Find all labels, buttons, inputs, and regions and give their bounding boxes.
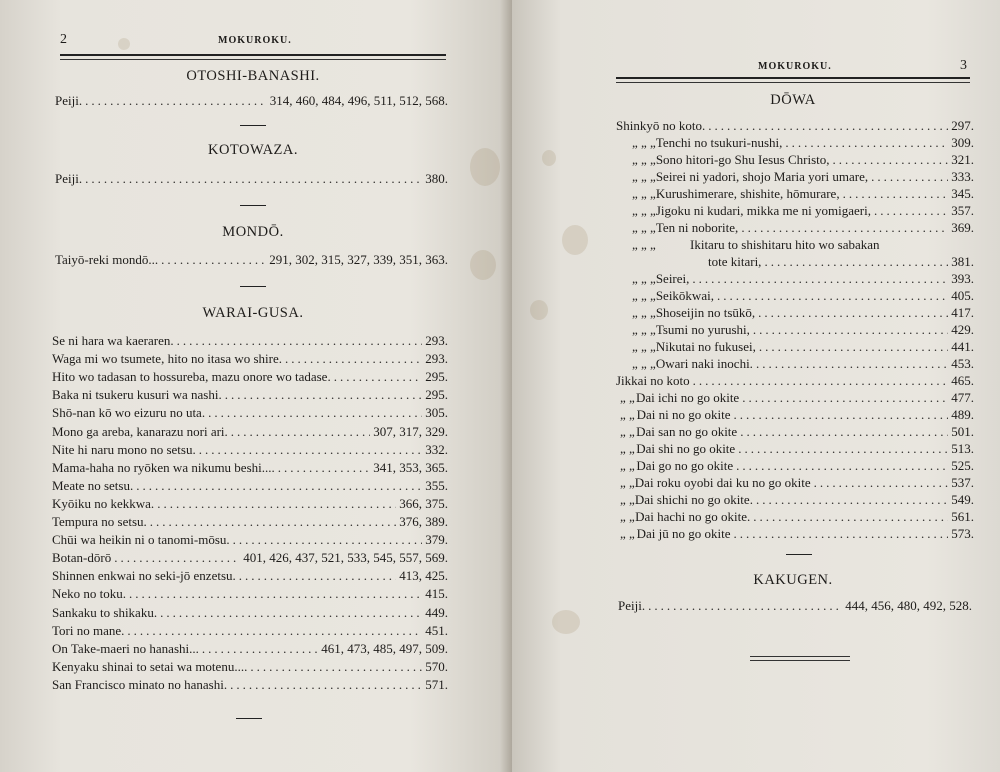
entry-pages: 321. [951, 152, 974, 167]
dot-leader [756, 356, 948, 372]
dot-leader [136, 478, 422, 494]
header-rule [616, 77, 970, 79]
paper-stain [552, 610, 580, 634]
entry-label: Dai go no go okite [636, 458, 734, 473]
dot-leader [742, 390, 948, 406]
dot-leader [693, 373, 949, 389]
paper-stain [530, 300, 548, 320]
entry-label: Tempura no setsu. [52, 514, 147, 529]
entry-label: Dai roku oyobi dai ku no go okite [634, 475, 811, 490]
entry-pages: 461, 473, 485, 497, 509. [321, 640, 448, 656]
entry-pages: 525. [951, 458, 974, 473]
entry-label: Tori no mane. [52, 622, 125, 638]
toc-entry [618, 598, 972, 615]
section-title-kakugen: KAKUGEN. [753, 572, 833, 588]
dot-leader [202, 641, 318, 657]
entry-label: Seirei, [655, 271, 690, 286]
dot-leader [157, 496, 396, 512]
dot-leader [758, 305, 948, 321]
paper-stain [562, 225, 588, 255]
entry-pages: 305. [425, 405, 448, 421]
toc-entry [52, 333, 448, 350]
ditto-marks: „ „ „ [632, 339, 656, 354]
entry-pages: 405. [951, 288, 974, 303]
running-header: MOKUROKU. [758, 61, 832, 72]
entry-label: Peiji. [618, 598, 646, 613]
toc-entry [616, 339, 974, 356]
entry-pages: 429. [951, 322, 974, 337]
dot-leader [127, 623, 422, 639]
page-number: 2 [60, 32, 67, 47]
entry-label: Baka ni tsukeru kusuri wa nashi. [52, 387, 222, 403]
dot-leader [692, 271, 948, 287]
dot-leader [334, 369, 423, 385]
toc-entry [52, 387, 448, 404]
entry-pages: 357. [951, 203, 974, 218]
toc-entry [52, 478, 448, 495]
entry-label: Dai ni no go okite [636, 407, 731, 422]
dot-leader [199, 442, 423, 458]
entry-pages: 380. [425, 171, 448, 186]
entry-pages: 369. [951, 220, 974, 235]
toc-entry [52, 568, 448, 585]
toc-entry [52, 424, 448, 441]
entry-label: Dai ichi no go okite [635, 390, 740, 405]
entry-label: Nikutai no fukusei, [655, 339, 756, 354]
ditto-marks: „ „ „ [632, 203, 656, 218]
entry-label: Chūi wa heikin ni o tanomi-mōsu. [52, 532, 230, 548]
entry-label: Shinkyō no koto. [616, 118, 706, 133]
entry-pages: 345. [951, 186, 974, 201]
entry-pages: 333. [951, 169, 974, 184]
entry-label: Se ni hara wa kaeraren. [52, 333, 174, 348]
dot-leader [717, 288, 948, 304]
entry-label: Tsumi no yurushi, [655, 322, 750, 337]
entry-pages: 291, 302, 315, 327, 339, 351, 363. [269, 252, 448, 267]
entry-label: Kurushimerare, shishite, hōmurare, [655, 186, 840, 201]
section-divider [236, 718, 262, 719]
dot-leader [843, 186, 949, 202]
entry-pages: 309. [951, 135, 974, 150]
entry-label: Tenchi no tsukuri-nushi, [655, 135, 783, 150]
entry-pages: 379. [425, 532, 448, 548]
entry-pages: 570. [425, 658, 448, 674]
dot-leader [85, 171, 422, 187]
ditto-marks: „ „ [620, 492, 635, 507]
dot-leader [708, 118, 948, 134]
toc-entry [616, 509, 974, 526]
page-number: 3 [960, 58, 967, 73]
ditto-marks: „ „ [620, 475, 635, 490]
entry-pages: 366, 375. [399, 495, 448, 511]
dot-leader [874, 203, 948, 219]
paper-stain [470, 148, 500, 186]
toc-entry [616, 407, 974, 424]
toc-entry [616, 118, 974, 135]
entry-label: Hito wo tadasan to hossureba, mazu onore wo tadase. [52, 369, 331, 385]
entry-pages: 297. [951, 118, 974, 133]
ditto-marks: „ „ [620, 509, 635, 524]
toc-entry [616, 458, 974, 475]
entry-pages: 376, 389. [399, 514, 448, 529]
toc-entry [616, 152, 974, 169]
entry-label: Dai shi no go okite [636, 441, 736, 456]
section-title-warai-gusa: WARAI-GUSA. [202, 305, 304, 321]
toc-entry [52, 641, 448, 658]
dot-leader [648, 598, 842, 614]
toc-entry [55, 171, 448, 188]
entry-pages: 401, 426, 437, 521, 533, 545, 557, 569. [243, 550, 448, 566]
entry-label: Mono ga areba, kanarazu nori ari. [52, 423, 228, 439]
entry-label: Peiji. [55, 171, 83, 186]
entry-pages: 295. [425, 369, 448, 385]
ditto-marks: „ „ „ [632, 356, 656, 371]
entry-pages: 314, 460, 484, 496, 511, 512, 568. [269, 93, 448, 108]
header-rule [60, 54, 446, 56]
entry-pages: 293. [425, 333, 448, 348]
section-divider [786, 554, 812, 555]
dot-leader [85, 93, 267, 109]
entry-pages: 451. [425, 622, 448, 638]
toc-entry [616, 186, 974, 203]
section-divider [240, 286, 266, 287]
entry-label: Botan-dōrō [52, 550, 112, 566]
entry-pages: 571. [425, 676, 448, 692]
entry-label: Neko no toku. [52, 586, 127, 602]
entry-label: Dai shichi no go okite. [634, 492, 753, 507]
running-header: MOKUROKU. [218, 35, 292, 46]
dot-leader [740, 424, 948, 440]
entry-pages: 307, 317, 329. [373, 423, 448, 439]
ditto-marks: „ „ [620, 526, 635, 541]
entry-pages: 561. [951, 509, 974, 524]
entry-label: Mama-haha no ryōken wa nikumu beshi.... [52, 459, 275, 475]
entry-pages: 453. [951, 356, 974, 371]
dot-leader [208, 405, 422, 421]
entry-label: Seirei ni yadori, shojo Maria yori umare, [655, 169, 869, 184]
ditto-marks: „ „ „ [632, 152, 656, 167]
toc-entry [52, 351, 448, 368]
entry-label: tote kitari, [708, 254, 762, 269]
ditto-marks: „ „ „ [632, 271, 656, 286]
toc-entry [616, 356, 974, 373]
ditto-marks: „ „ „ [632, 322, 656, 337]
entry-label: Shinnen enkwai no seki-jō enzetsu. [52, 568, 236, 584]
dot-leader [833, 152, 949, 168]
entry-pages: 355. [425, 477, 448, 493]
entry-label: Nite hi naru mono no setsu. [52, 441, 196, 457]
dot-leader [741, 220, 948, 236]
entry-pages: 573. [951, 526, 974, 541]
dot-leader [161, 252, 266, 268]
paper-stain [118, 38, 130, 50]
entry-label: Meate no setsu. [52, 477, 134, 493]
dot-leader [753, 509, 948, 525]
entry-label: Dai san no go okite [636, 424, 738, 439]
toc-entry [616, 237, 974, 254]
dot-leader [114, 550, 240, 566]
section-title-dowa: DŌWA [770, 92, 816, 108]
dot-leader [233, 532, 423, 548]
entry-pages: 489. [951, 407, 974, 422]
entry-label: Seikōkwai, [655, 288, 714, 303]
toc-entry [616, 288, 974, 305]
entry-label: Shō-nan kō wo eizuru no uta. [52, 405, 206, 421]
entry-label: Dai hachi no go okite. [635, 509, 751, 524]
dot-leader [759, 339, 948, 355]
dot-leader [285, 351, 422, 367]
entry-label: Ikitaru to shishitaru hito wo sabakan [690, 237, 880, 252]
dot-leader [160, 605, 422, 621]
ditto-marks: „ „ [620, 390, 635, 405]
entry-label: Taiyō-reki mondō... [55, 252, 159, 267]
dot-leader [250, 659, 422, 675]
ditto-marks: „ „ [620, 441, 635, 456]
toc-entry [52, 586, 448, 603]
entry-label: Kenyaku shinai to setai wa motenu.... [52, 658, 248, 674]
toc-entry [616, 424, 974, 441]
dot-leader [814, 475, 949, 491]
dot-leader [756, 492, 948, 508]
dot-leader [734, 407, 949, 423]
toc-entry [52, 460, 448, 477]
ditto-marks: „ „ „ [632, 237, 656, 252]
entry-label: Sankaku to shikaku. [52, 604, 158, 620]
toc-entry [52, 659, 448, 676]
ditto-marks: „ „ „ [632, 169, 656, 184]
toc-entry [52, 369, 448, 386]
entry-label: Waga mi wo tsumete, hito no itasa wo shire. [52, 351, 283, 367]
dot-leader [764, 254, 948, 270]
dot-leader [753, 322, 948, 338]
entry-pages: 549. [951, 492, 974, 507]
paper-stain [542, 150, 556, 166]
entry-label: On Take-maeri no hanashi... [52, 640, 199, 656]
entry-pages: 381. [951, 254, 974, 269]
dot-leader [231, 424, 370, 440]
ditto-marks: „ „ „ [632, 288, 656, 303]
entry-label: Jigoku ni kudari, mikka me ni yomigaeri, [655, 203, 871, 218]
ditto-marks: „ „ „ [632, 305, 656, 320]
entry-pages: 501. [951, 424, 974, 439]
end-rule [750, 660, 850, 661]
right-page [512, 0, 1000, 772]
entry-pages: 441. [951, 339, 974, 354]
dot-leader [230, 677, 422, 693]
toc-entry [616, 492, 974, 509]
toc-entry [616, 526, 974, 543]
ditto-marks: „ „ „ [632, 135, 656, 150]
entry-pages: 444, 456, 480, 492, 528. [845, 598, 972, 613]
entry-label: Ten ni noborite, [655, 220, 739, 235]
dot-leader [738, 441, 948, 457]
header-rule-thin [616, 82, 970, 83]
dot-leader [278, 460, 370, 476]
entry-label: Kyōiku no kekkwa. [52, 495, 155, 511]
entry-pages: 413, 425. [399, 568, 448, 584]
dot-leader [239, 568, 396, 584]
entry-label: San Francisco minato no hanashi. [52, 676, 228, 692]
entry-pages: 341, 353, 365. [373, 459, 448, 475]
ditto-marks: „ „ [620, 407, 635, 422]
toc-entry [616, 322, 974, 339]
entry-pages: 293. [425, 351, 448, 367]
toc-entry [52, 442, 448, 459]
entry-label: Shoseijin no tsūkō, [655, 305, 756, 320]
toc-entry [52, 623, 448, 640]
dot-leader [129, 586, 422, 602]
entry-label: Jikkai no koto [616, 373, 690, 388]
dot-leader [225, 387, 423, 403]
entry-pages: 417. [951, 305, 974, 320]
toc-entry [52, 605, 448, 622]
toc-entry [616, 254, 974, 271]
section-title-otoshi-banashi: OTOSHI-BANASHI. [186, 68, 320, 84]
toc-entry [616, 169, 974, 186]
paper-stain [470, 250, 496, 280]
dot-leader [785, 135, 948, 151]
entry-pages: 477. [951, 390, 974, 405]
toc-entry [616, 373, 974, 390]
ditto-marks: „ „ „ [632, 220, 656, 235]
dot-leader [734, 526, 949, 542]
dot-leader [177, 333, 423, 349]
section-title-kotowaza: KOTOWAZA. [207, 142, 298, 158]
toc-entry [616, 441, 974, 458]
toc-entry [52, 677, 448, 694]
dot-leader [871, 169, 948, 185]
entry-label: Dai jū no go okite [636, 526, 731, 541]
ditto-marks: „ „ [620, 458, 635, 473]
header-rule-thin [60, 59, 446, 60]
entry-label: Peiji. [55, 93, 83, 108]
entry-pages: 537. [951, 475, 974, 490]
toc-entry [52, 405, 448, 422]
dot-leader [150, 514, 396, 530]
section-divider [240, 125, 266, 126]
section-divider [240, 205, 266, 206]
entry-label: Sono hitori-go Shu Iesus Christo, [655, 152, 830, 167]
toc-entry [616, 305, 974, 322]
toc-entry [616, 271, 974, 288]
section-title-mondo: MONDŌ. [222, 224, 284, 240]
toc-entry [616, 390, 974, 407]
toc-entry [616, 135, 974, 152]
entry-pages: 332. [425, 441, 448, 457]
toc-entry [52, 550, 448, 567]
toc-entry [55, 252, 448, 269]
entry-pages: 295. [425, 387, 448, 403]
entry-pages: 465. [951, 373, 974, 388]
toc-entry [616, 220, 974, 237]
toc-entry [55, 93, 448, 110]
entry-pages: 393. [951, 271, 974, 286]
end-rule [750, 656, 850, 657]
entry-pages: 415. [425, 586, 448, 602]
toc-entry [616, 475, 974, 492]
toc-entry [52, 514, 448, 531]
ditto-marks: „ „ „ [632, 186, 656, 201]
dot-leader [736, 458, 948, 474]
entry-label: Owari naki inochi. [655, 356, 753, 371]
ditto-marks: „ „ [620, 424, 635, 439]
toc-entry [52, 496, 448, 513]
entry-pages: 513. [951, 441, 974, 456]
toc-entry [616, 203, 974, 220]
entry-pages: 449. [425, 604, 448, 620]
toc-entry [52, 532, 448, 549]
